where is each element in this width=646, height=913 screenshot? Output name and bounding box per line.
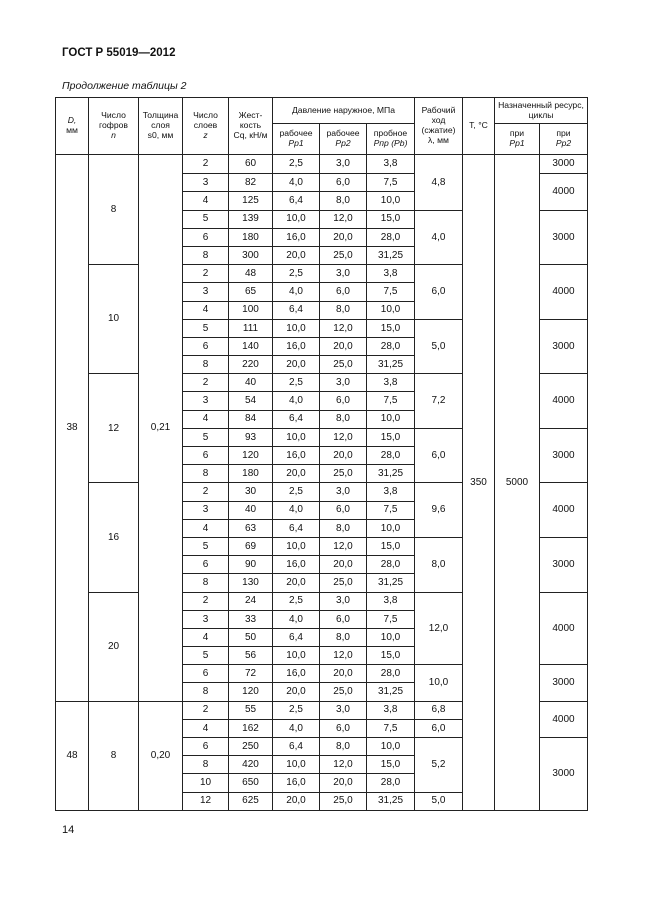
pressure-p2-cell: 25,0 — [320, 356, 367, 374]
pressure-p2-cell: 3,0 — [320, 701, 367, 719]
pressure-p2-cell: 3,0 — [320, 265, 367, 283]
stiffness-cell: 220 — [229, 356, 273, 374]
layers-cell: 6 — [183, 337, 229, 355]
col-n-header: Число гофров n — [89, 98, 139, 155]
col-z-header: Число слоев z — [183, 98, 229, 155]
layers-cell: 6 — [183, 447, 229, 465]
page-header: ГОСТ Р 55019—2012 — [62, 47, 176, 59]
pressure-p1-cell: 20,0 — [273, 574, 320, 592]
pressure-test-cell: 3,8 — [367, 265, 415, 283]
pressure-p1-cell: 6,4 — [273, 628, 320, 646]
pressure-p2-cell: 8,0 — [320, 738, 367, 756]
pressure-test-cell: 28,0 — [367, 665, 415, 683]
pressure-p1-cell: 2,5 — [273, 374, 320, 392]
stiffness-cell: 56 — [229, 647, 273, 665]
col-temp-header: T, °C — [463, 98, 495, 155]
pressure-p2-cell: 8,0 — [320, 628, 367, 646]
pressure-p2-cell: 12,0 — [320, 319, 367, 337]
pressure-p1-cell: 10,0 — [273, 319, 320, 337]
pressure-p1-cell: 10,0 — [273, 428, 320, 446]
resource-p2-cell: 3000 — [540, 537, 588, 592]
stiffness-cell: 50 — [229, 628, 273, 646]
pressure-p2-cell: 25,0 — [320, 574, 367, 592]
stiffness-cell: 72 — [229, 665, 273, 683]
layers-cell: 10 — [183, 774, 229, 792]
pressure-p1-cell: 16,0 — [273, 447, 320, 465]
stiffness-cell: 111 — [229, 319, 273, 337]
pressure-p1-cell: 2,5 — [273, 155, 320, 174]
stiffness-cell: 120 — [229, 447, 273, 465]
layers-cell: 3 — [183, 174, 229, 192]
pressure-p1-cell: 2,5 — [273, 265, 320, 283]
pressure-p1-cell: 16,0 — [273, 337, 320, 355]
resource-p1-cell: 5000 — [495, 155, 540, 811]
pressure-p2-cell: 20,0 — [320, 556, 367, 574]
table-row — [56, 155, 588, 174]
pressure-p2-cell: 12,0 — [320, 647, 367, 665]
stiffness-cell: 300 — [229, 246, 273, 264]
table-caption: Продолжение таблицы 2 — [62, 80, 187, 92]
pressure-test-cell: 7,5 — [367, 610, 415, 628]
stiffness-cell: 33 — [229, 610, 273, 628]
pressure-p2-cell: 6,0 — [320, 392, 367, 410]
pressure-p1-cell: 2,5 — [273, 701, 320, 719]
col-res1-header: при Pp1 — [495, 124, 540, 155]
layers-cell: 6 — [183, 738, 229, 756]
stroke-cell: 7,2 — [415, 374, 463, 429]
pressure-test-cell: 31,25 — [367, 356, 415, 374]
resource-p2-cell: 4000 — [540, 483, 588, 538]
pressure-test-cell: 7,5 — [367, 283, 415, 301]
resource-p2-cell: 4000 — [540, 265, 588, 320]
stroke-cell: 6,0 — [415, 719, 463, 737]
pressure-p1-cell: 10,0 — [273, 210, 320, 228]
pressure-test-cell: 3,8 — [367, 592, 415, 610]
stiffness-cell: 24 — [229, 592, 273, 610]
pressure-p1-cell: 6,4 — [273, 192, 320, 210]
pressure-p2-cell: 6,0 — [320, 283, 367, 301]
pressure-test-cell: 3,8 — [367, 483, 415, 501]
col-stiffness-header: Жест- кость Cq, кН/м — [229, 98, 273, 155]
stiffness-cell: 54 — [229, 392, 273, 410]
pressure-p1-cell: 20,0 — [273, 465, 320, 483]
pressure-p2-cell: 12,0 — [320, 210, 367, 228]
pressure-p2-cell: 20,0 — [320, 665, 367, 683]
pressure-p2-cell: 6,0 — [320, 501, 367, 519]
pressure-p1-cell: 4,0 — [273, 174, 320, 192]
pressure-test-cell: 28,0 — [367, 447, 415, 465]
pressure-test-cell: 7,5 — [367, 174, 415, 192]
stiffness-cell: 162 — [229, 719, 273, 737]
layers-cell: 8 — [183, 756, 229, 774]
stiffness-cell: 84 — [229, 410, 273, 428]
pressure-test-cell: 10,0 — [367, 192, 415, 210]
pressure-p1-cell: 16,0 — [273, 556, 320, 574]
layers-cell: 4 — [183, 301, 229, 319]
layers-cell: 6 — [183, 556, 229, 574]
resource-p2-cell: 3000 — [540, 155, 588, 174]
layers-cell: 4 — [183, 719, 229, 737]
pressure-test-cell: 7,5 — [367, 501, 415, 519]
stiffness-cell: 625 — [229, 792, 273, 810]
corrugations-cell: 12 — [89, 374, 139, 483]
resource-p2-cell: 3000 — [540, 428, 588, 483]
pressure-p2-cell: 6,0 — [320, 174, 367, 192]
pressure-p1-cell: 6,4 — [273, 738, 320, 756]
pressure-p2-cell: 8,0 — [320, 192, 367, 210]
corrugations-cell: 20 — [89, 592, 139, 701]
resource-p2-cell: 4000 — [540, 701, 588, 737]
layers-cell: 8 — [183, 465, 229, 483]
pressure-p2-cell: 8,0 — [320, 519, 367, 537]
stroke-cell: 6,0 — [415, 428, 463, 483]
pressure-p1-cell: 20,0 — [273, 246, 320, 264]
layers-cell: 2 — [183, 483, 229, 501]
stroke-cell: 12,0 — [415, 592, 463, 665]
pressure-p2-cell: 3,0 — [320, 155, 367, 174]
pressure-test-cell: 15,0 — [367, 428, 415, 446]
pressure-p1-cell: 6,4 — [273, 410, 320, 428]
stroke-cell: 9,6 — [415, 483, 463, 538]
pressure-p2-cell: 25,0 — [320, 246, 367, 264]
col-s0-header: Толщина слоя s0, мм — [139, 98, 183, 155]
stroke-cell: 8,0 — [415, 537, 463, 592]
diameter-cell: 38 — [56, 155, 89, 702]
layers-cell: 4 — [183, 410, 229, 428]
layers-cell: 2 — [183, 265, 229, 283]
pressure-p1-cell: 20,0 — [273, 356, 320, 374]
pressure-p2-cell: 3,0 — [320, 374, 367, 392]
pressure-p1-cell: 6,4 — [273, 301, 320, 319]
stiffness-cell: 125 — [229, 192, 273, 210]
stiffness-cell: 100 — [229, 301, 273, 319]
pressure-p2-cell: 20,0 — [320, 228, 367, 246]
stroke-cell: 5,2 — [415, 738, 463, 793]
pressure-p1-cell: 4,0 — [273, 283, 320, 301]
stiffness-cell: 180 — [229, 228, 273, 246]
stroke-cell: 6,8 — [415, 701, 463, 719]
col-res2-header: при Pp2 — [540, 124, 588, 155]
stroke-cell: 10,0 — [415, 665, 463, 701]
pressure-p2-cell: 25,0 — [320, 792, 367, 810]
resource-p2-cell: 3000 — [540, 210, 588, 265]
layers-cell: 2 — [183, 155, 229, 174]
pressure-p1-cell: 6,4 — [273, 519, 320, 537]
stroke-cell: 4,0 — [415, 210, 463, 265]
thickness-cell: 0,21 — [139, 155, 183, 702]
stiffness-cell: 90 — [229, 556, 273, 574]
resource-p2-cell: 3000 — [540, 665, 588, 701]
corrugations-cell: 8 — [89, 701, 139, 810]
table-head — [56, 98, 588, 155]
pressure-test-cell: 10,0 — [367, 738, 415, 756]
pressure-p2-cell: 8,0 — [320, 301, 367, 319]
layers-cell: 3 — [183, 501, 229, 519]
pressure-test-cell: 15,0 — [367, 647, 415, 665]
pressure-test-cell: 10,0 — [367, 628, 415, 646]
pressure-p2-cell: 20,0 — [320, 774, 367, 792]
pressure-p1-cell: 16,0 — [273, 665, 320, 683]
layers-cell: 5 — [183, 537, 229, 555]
pressure-p1-cell: 10,0 — [273, 647, 320, 665]
stiffness-cell: 420 — [229, 756, 273, 774]
pressure-p1-cell: 4,0 — [273, 501, 320, 519]
pressure-test-cell: 28,0 — [367, 774, 415, 792]
stiffness-cell: 93 — [229, 428, 273, 446]
resource-p2-cell: 4000 — [540, 374, 588, 429]
layers-cell: 12 — [183, 792, 229, 810]
pressure-test-cell: 15,0 — [367, 319, 415, 337]
layers-cell: 2 — [183, 374, 229, 392]
pressure-p2-cell: 8,0 — [320, 410, 367, 428]
pressure-test-cell: 10,0 — [367, 301, 415, 319]
stiffness-cell: 40 — [229, 501, 273, 519]
stiffness-cell: 30 — [229, 483, 273, 501]
table-body — [56, 155, 588, 811]
layers-cell: 3 — [183, 610, 229, 628]
pressure-p2-cell: 6,0 — [320, 610, 367, 628]
pressure-test-cell: 28,0 — [367, 228, 415, 246]
pressure-p1-cell: 16,0 — [273, 774, 320, 792]
pressure-test-cell: 7,5 — [367, 392, 415, 410]
pressure-test-cell: 10,0 — [367, 410, 415, 428]
pressure-p1-cell: 10,0 — [273, 537, 320, 555]
pressure-p1-cell: 4,0 — [273, 392, 320, 410]
pressure-p2-cell: 20,0 — [320, 337, 367, 355]
pressure-p1-cell: 10,0 — [273, 756, 320, 774]
pressure-test-cell: 28,0 — [367, 556, 415, 574]
stiffness-cell: 250 — [229, 738, 273, 756]
resource-p2-cell: 3000 — [540, 738, 588, 811]
stiffness-cell: 130 — [229, 574, 273, 592]
pressure-test-cell: 10,0 — [367, 519, 415, 537]
layers-cell: 2 — [183, 592, 229, 610]
pressure-test-cell: 7,5 — [367, 719, 415, 737]
layers-cell: 6 — [183, 665, 229, 683]
pressure-p2-cell: 6,0 — [320, 719, 367, 737]
layers-cell: 5 — [183, 647, 229, 665]
pressure-p2-cell: 25,0 — [320, 465, 367, 483]
stiffness-cell: 65 — [229, 283, 273, 301]
pressure-test-cell: 31,25 — [367, 683, 415, 701]
pressure-p2-cell: 20,0 — [320, 447, 367, 465]
layers-cell: 2 — [183, 701, 229, 719]
pressure-p1-cell: 2,5 — [273, 592, 320, 610]
layers-cell: 6 — [183, 228, 229, 246]
pressure-p1-cell: 4,0 — [273, 719, 320, 737]
specs-table — [55, 97, 588, 811]
pressure-test-cell: 31,25 — [367, 246, 415, 264]
stiffness-cell: 180 — [229, 465, 273, 483]
pressure-test-cell: 31,25 — [367, 574, 415, 592]
corrugations-cell: 16 — [89, 483, 139, 592]
pressure-test-cell: 31,25 — [367, 792, 415, 810]
pressure-p2-cell: 12,0 — [320, 537, 367, 555]
pressure-p2-cell: 12,0 — [320, 756, 367, 774]
temperature-cell: 350 — [463, 155, 495, 811]
stroke-cell: 5,0 — [415, 319, 463, 374]
corrugations-cell: 8 — [89, 155, 139, 265]
pressure-test-cell: 28,0 — [367, 337, 415, 355]
layers-cell: 8 — [183, 683, 229, 701]
stroke-cell: 6,0 — [415, 265, 463, 320]
pressure-group-header: Давление наружное, МПа — [273, 98, 415, 124]
pressure-p1-cell: 20,0 — [273, 792, 320, 810]
layers-cell: 3 — [183, 392, 229, 410]
stiffness-cell: 63 — [229, 519, 273, 537]
pressure-p1-cell: 20,0 — [273, 683, 320, 701]
col-pp2-header: рабочее Pp2 — [320, 124, 367, 155]
stiffness-cell: 82 — [229, 174, 273, 192]
stiffness-cell: 140 — [229, 337, 273, 355]
resource-p2-cell: 4000 — [540, 174, 588, 210]
pressure-p1-cell: 2,5 — [273, 483, 320, 501]
layers-cell: 8 — [183, 574, 229, 592]
stiffness-cell: 40 — [229, 374, 273, 392]
col-d-header: D, мм — [56, 98, 89, 155]
layers-cell: 3 — [183, 283, 229, 301]
pressure-p1-cell: 4,0 — [273, 610, 320, 628]
resource-p2-cell: 3000 — [540, 319, 588, 374]
page-number: 14 — [62, 824, 75, 836]
layers-cell: 4 — [183, 628, 229, 646]
diameter-cell: 48 — [56, 701, 89, 810]
pressure-test-cell: 15,0 — [367, 210, 415, 228]
resource-group-header: Назначенный ресурс, циклы — [495, 98, 588, 124]
layers-cell: 4 — [183, 192, 229, 210]
layers-cell: 5 — [183, 210, 229, 228]
layers-cell: 8 — [183, 246, 229, 264]
stiffness-cell: 139 — [229, 210, 273, 228]
col-ppr-header: пробное Pпр (Pb) — [367, 124, 415, 155]
thickness-cell: 0,20 — [139, 701, 183, 810]
col-stroke-header: Рабочий ход (сжатие) λ, мм — [415, 98, 463, 155]
pressure-test-cell: 31,25 — [367, 465, 415, 483]
stiffness-cell: 120 — [229, 683, 273, 701]
stroke-cell: 5,0 — [415, 792, 463, 810]
layers-cell: 8 — [183, 356, 229, 374]
pressure-test-cell: 3,8 — [367, 374, 415, 392]
pressure-p2-cell: 25,0 — [320, 683, 367, 701]
stiffness-cell: 48 — [229, 265, 273, 283]
layers-cell: 5 — [183, 319, 229, 337]
resource-p2-cell: 4000 — [540, 592, 588, 665]
pressure-p2-cell: 3,0 — [320, 592, 367, 610]
pressure-test-cell: 15,0 — [367, 537, 415, 555]
layers-cell: 4 — [183, 519, 229, 537]
layers-cell: 5 — [183, 428, 229, 446]
corrugations-cell: 10 — [89, 265, 139, 374]
pressure-p1-cell: 16,0 — [273, 228, 320, 246]
pressure-p2-cell: 12,0 — [320, 428, 367, 446]
pressure-p2-cell: 3,0 — [320, 483, 367, 501]
pressure-test-cell: 3,8 — [367, 701, 415, 719]
pressure-test-cell: 3,8 — [367, 155, 415, 174]
stiffness-cell: 69 — [229, 537, 273, 555]
pressure-test-cell: 15,0 — [367, 756, 415, 774]
stiffness-cell: 60 — [229, 155, 273, 174]
stiffness-cell: 55 — [229, 701, 273, 719]
stiffness-cell: 650 — [229, 774, 273, 792]
col-pp1-header: рабочее Pp1 — [273, 124, 320, 155]
stroke-cell: 4,8 — [415, 155, 463, 211]
